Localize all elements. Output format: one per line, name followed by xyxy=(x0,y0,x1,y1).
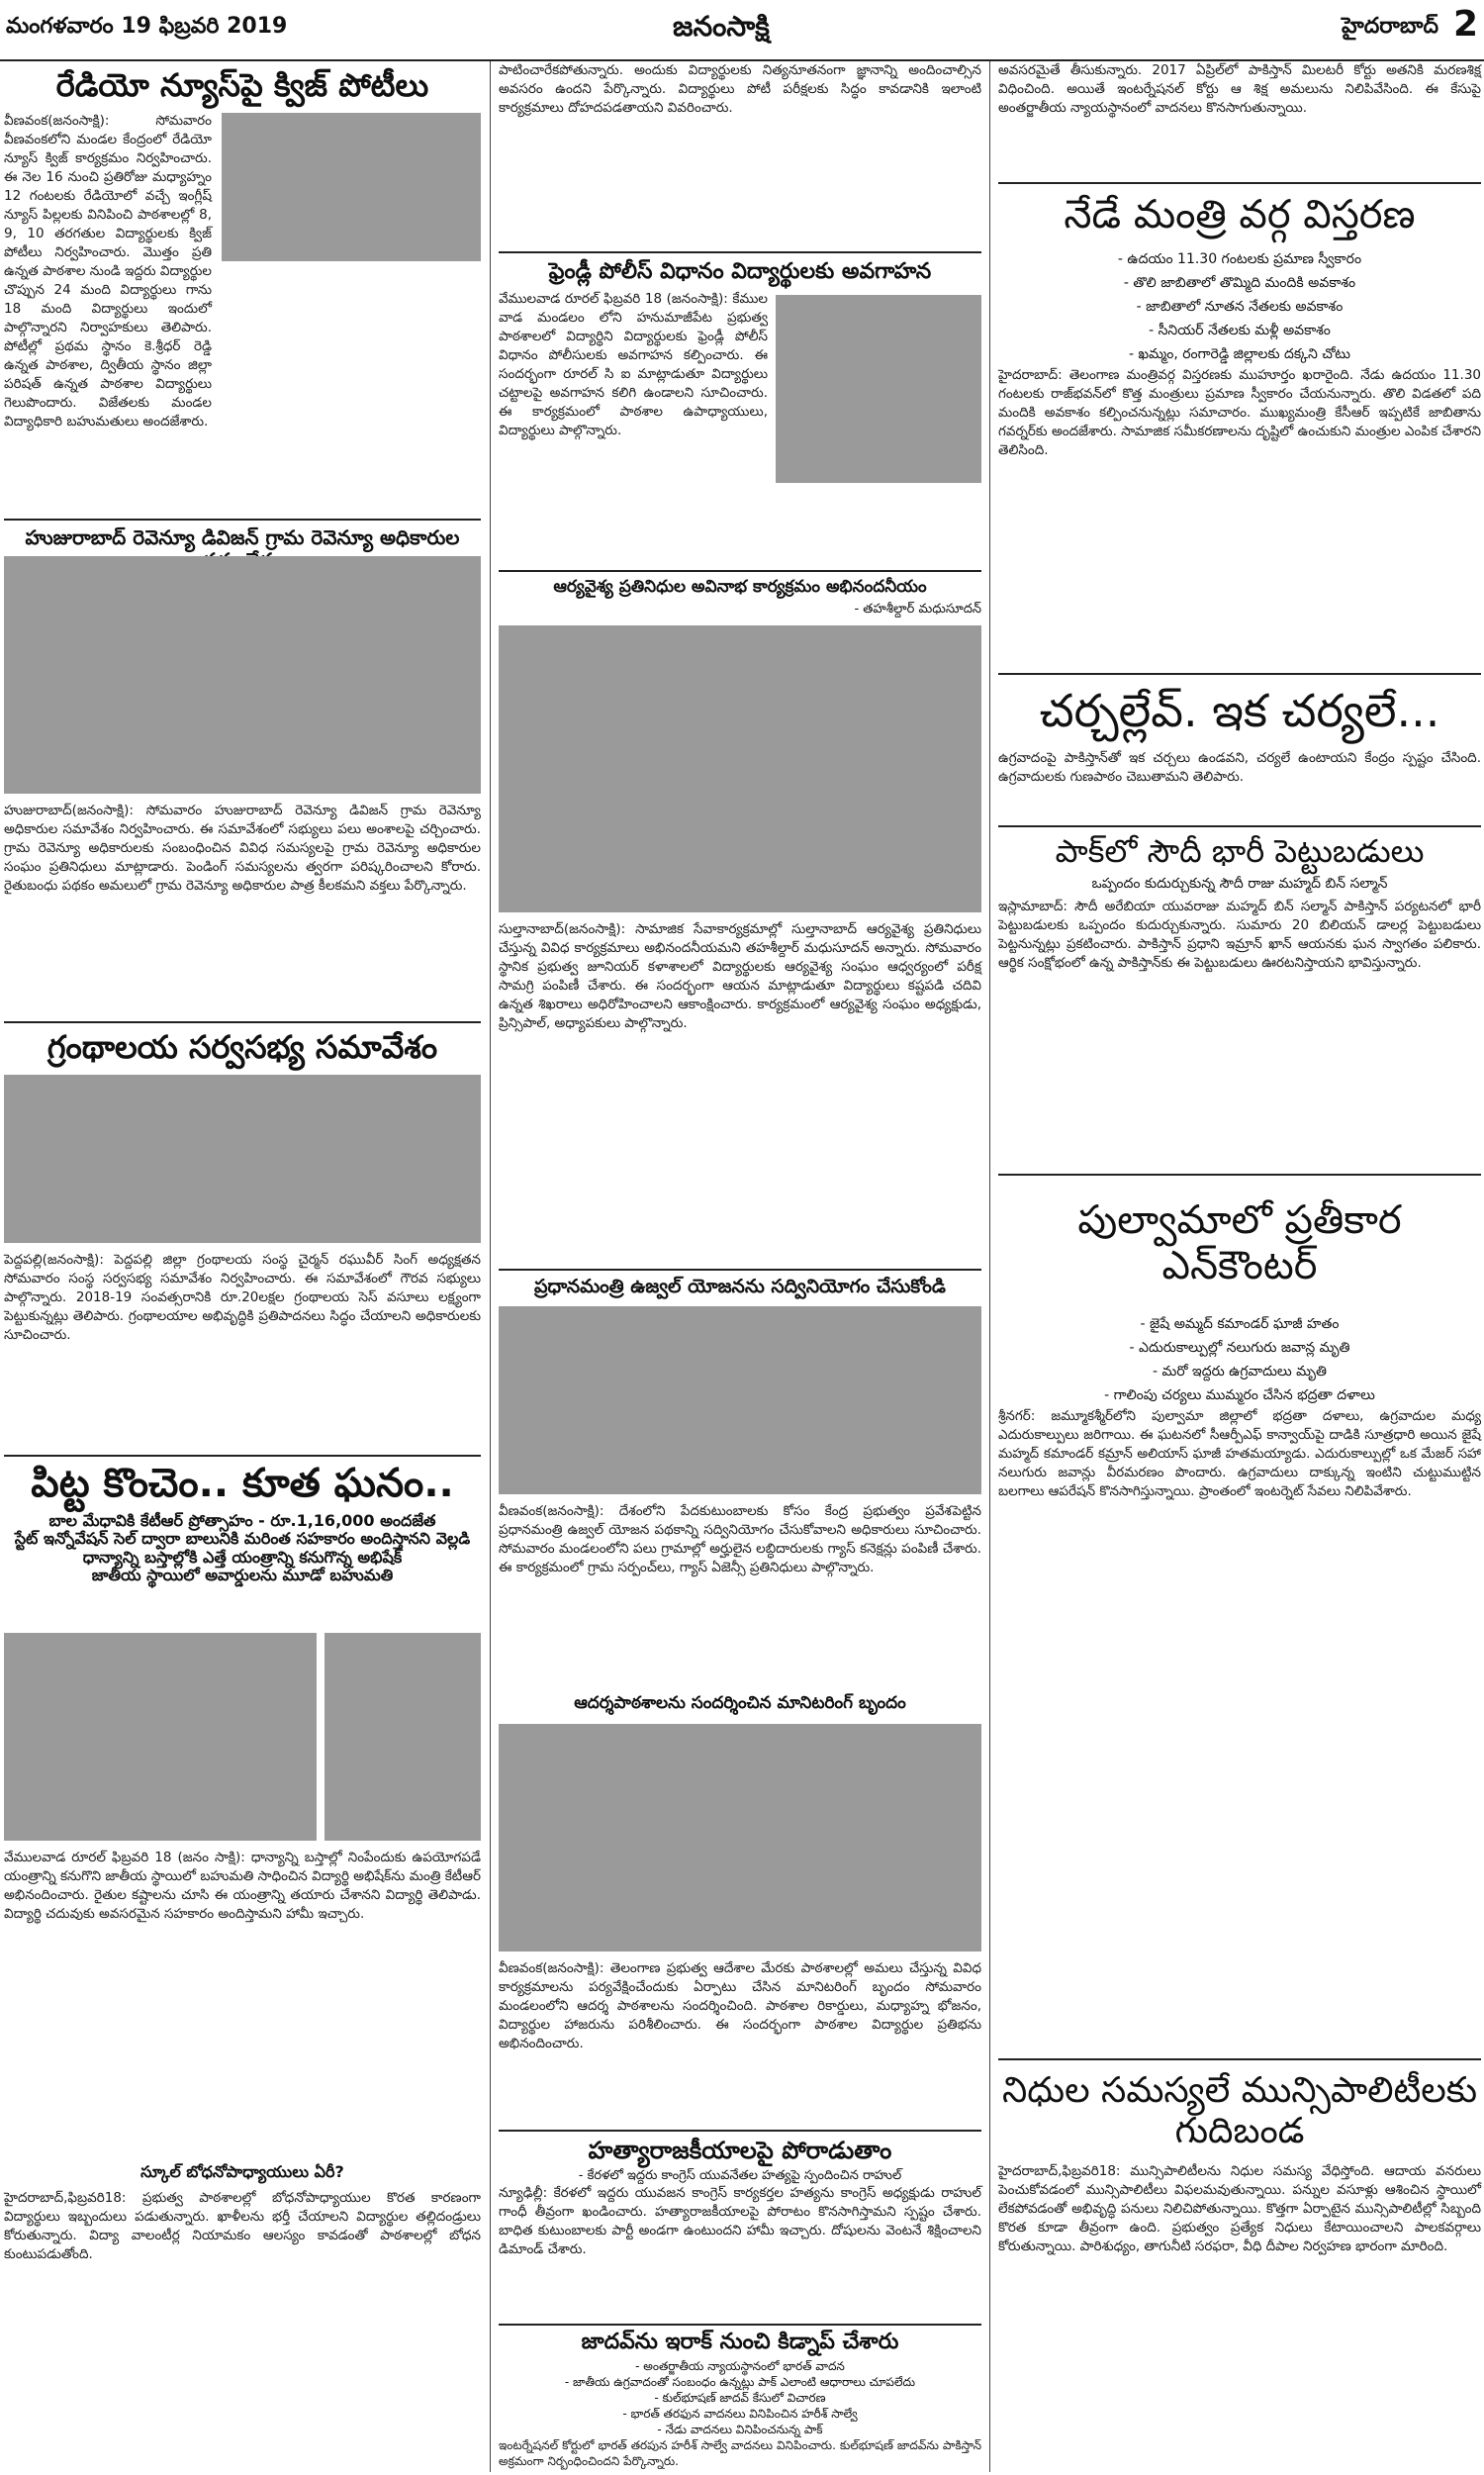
headline: హత్యారాజకీయాలపై పోరాడుతాం xyxy=(588,2137,892,2164)
headline: జాదవ్‌ను ఇరాక్ నుంచి కిడ్నాప్ చేశారు xyxy=(581,2330,899,2354)
column-divider xyxy=(989,61,990,2472)
article-body: హుజురాబాద్(జనంసాక్షి): సోమవారం హుజురాబాద్ రెవెన్యూ డివిజన్ గ్రామ రెవెన్యూ అధికారుల సమావేశం నిర్వహించారు. ఈ సమావేశంలో సభ్యులు పలు అంశాలపై చర్చించారు. గ్రామ రెవెన్యూ అధికారులకు సంబంధించిన వివిధ సమస్యలపై గ్రామ రెవెన్యూ అధికారుల సంఘం ప్రతినిధులు మాట్లాడారు. పెండింగ్ సమస్యలను త్వరగా పరిష్కరించాలని కోరారు. రైతుబంధు పథకం అమలులో గ్రామ రెవెన్యూ అధికారుల పాత్ర కీలకమని వక్తలు పేర్కొన్నారు. xyxy=(4,803,481,894)
headline: రేడియో న్యూస్‌పై క్విజ్ పోటీలు xyxy=(55,66,429,104)
deck: ఒప్పందం కుదుర్చుకున్న సౌదీ రాజు మహ్మద్ బిన్ సల్మాన్ xyxy=(1091,875,1388,892)
article-body: వీణవంక(జనంసాక్షి): తెలంగాణ ప్రభుత్వ ఆదేశాల మేరకు పాఠశాలల్లో అమలు చేస్తున్న వివిధ కార్యక్రమాలను పర్యవేక్షించేందుకు ఏర్పాటు చేసిన మానిటరింగ్ బృందం సోమవారం మండలంలోని ఆదర్శ పాఠశాలను సందర్శించింది. పాఠశాల రికార్డులు, మధ్యాహ్న భోజనం, విద్యార్థుల హాజరును పరిశీలించారు. ఈ సందర్భంగా పాఠశాల విద్యార్థుల ప్రతిభను అభినందించారు. xyxy=(499,1960,981,2051)
column-1 xyxy=(0,61,485,2472)
headline: నిధుల సమస్యలే మున్సిపాలిటీలకు గుదిబండ xyxy=(1001,2070,1478,2152)
divider xyxy=(998,1174,1481,1176)
divider xyxy=(499,1269,981,1271)
article-library-meeting xyxy=(4,1025,481,1451)
paper-logo: జనంసాక్షి xyxy=(673,10,770,43)
bullet-item: - నేడు వాదనలు వినిపించనున్న పాక్ xyxy=(657,2423,823,2437)
bullet-list xyxy=(998,247,1481,366)
bullet-item: - తొలి జాబితాలో తొమ్మిది మందికి అవకాశం xyxy=(1123,275,1356,291)
headline: పిట్ట కొంచెం.. కూత ఘనం.. xyxy=(31,1461,454,1506)
bullet-item: - ఎదురుకాల్పుల్లో నలుగురు జవాన్ల మృతి xyxy=(1129,1340,1350,1356)
headline: ఆదర్శపాఠశాలను సందర్శించిన మానిటరింగ్ బృందం xyxy=(574,1693,906,1713)
divider xyxy=(499,2130,981,2132)
subhead: స్టేట్ ఇన్నోవేషన్ సెల్ ద్వారా బాలునికి మరింత సహకారం అందిస్తానని వెల్లడి xyxy=(14,1529,471,1549)
deck: - కేరళలో ఇద్దరు కాంగ్రెస్ యువనేతల హత్యపై స్పందించిన రాహుల్ xyxy=(578,2167,902,2183)
headline: గ్రంథాలయ సర్వసభ్య సమావేశం xyxy=(46,1028,438,1066)
divider xyxy=(4,519,481,521)
article-body: పాటించారేకపోతున్నారు. అందుకు విద్యార్థులకు నిత్యనూతనంగా జ్ఞానాన్ని అందించాల్సిన అవసరం ఉందని పేర్కొన్నారు. విద్యార్థులు పోటీ పరీక్షలకు సిద్ధం కావడానికి ఇలాంటి కార్యక్రమాలు దోహదపడతాయని వివరించారు. xyxy=(499,62,981,116)
article-body: వీణవంక(జనంసాక్షి): దేశంలోని పేదకుటుంబాలకు కోసం కేంద్ర ప్రభుత్వం ప్రవేశపెట్టిన ప్రధానమంత్రి ఉజ్వల్ యోజన పథకాన్ని సద్వినియోగం చేసుకోవాలని అధికారులు సూచించారు. సోమవారం మండలంలోని పలు గ్రామాల్లో అర్హులైన లబ్ధిదారులకు గ్యాస్ కనెక్షన్లు పంపిణీ చేశారు. ఈ కార్యక్రమంలో గ్రామ సర్పంచ్‌లు, గ్యాస్ ఏజెన్సీ ప్రతినిధులు పాల్గొన్నారు. xyxy=(499,1503,981,1575)
article-radio-quiz xyxy=(4,61,481,517)
article-pulwama-encounter xyxy=(998,1178,1481,2056)
photo-minister-with-student xyxy=(4,1633,317,1841)
photo-arya-vysya-event xyxy=(499,625,981,912)
bullet-item: - ఖమ్మం, రంగారెడ్డి జిల్లాలకు దక్కని చోటు xyxy=(1129,346,1350,362)
divider xyxy=(499,570,981,572)
column-2 xyxy=(495,61,984,2472)
subhead: బాల మేధావికి కేటీఆర్ ప్రోత్సాహం - రూ.1,16,000 అందజేత xyxy=(48,1511,436,1530)
article-ujjwala xyxy=(499,1273,981,1688)
photo-grain-machine xyxy=(325,1633,481,1841)
article-political-murders xyxy=(499,2134,981,2322)
bullet-item: - గాలింపు చర్యలు ముమ్మరం చేసిన భద్రతా దళాలు xyxy=(1104,1387,1375,1403)
byline: - తహశీల్దార్ మధుసూదన్ xyxy=(854,601,981,617)
subhead: జాతీయ స్థాయిలో అవార్డులను మూడో బహుమతి xyxy=(91,1566,394,1585)
bullet-item: - కుల్‌భూషణ్ జాదవ్ కేసులో విచారణ xyxy=(654,2391,826,2406)
article-body: హైదరాబాద్,ఫిబ్రవరి18: ప్రభుత్వ పాఠశాలల్లో బోధనోపాధ్యాయుల కొరత కారణంగా విద్యార్థులు ఇబ్బందులు పడుతున్నారు. ఖాళీలను భర్తీ చేయాలని విద్యార్థుల తల్లిదండ్రులు కోరుతున్నారు. విద్యా వాలంటీర్ల నియామకం ఆలస్యం కావడంతో పాఠశాలల్లో బోధన కుంటుపడుతోంది. xyxy=(4,2190,481,2262)
article-arya-vysya xyxy=(499,574,981,1267)
bullet-list xyxy=(499,2358,981,2437)
bullet-item: - జాతీయ ఉగ్రవాదంతో సంబంధం ఉన్నట్లు పాక్ ఎలాంటి ఆధారాలు చూపలేదు xyxy=(564,2375,916,2390)
article-body: వీణవంక(జనంసాక్షి): సోమవారం వీణవంకలోని మండల కేంద్రంలో రేడియో న్యూస్ క్విజ్ కార్యక్రమం నిర్వహించారు. ఈ నెల 16 నుంచి ప్రతిరోజు మధ్యాహ్నం 12 గంటలకు రేడియోలో వచ్చే ఇంగ్లీష్ న్యూస్ పిల్లలకు వినిపించి పాఠశాలల్లో 8, 9, 10 తరగతుల విద్యార్థులకు క్విజ్ పోటీలు నిర్వహించారు. మొత్తం ప్రతి ఉన్నత పాఠశాల నుండి ఇద్దరు విద్యార్థుల చొప్పున 24 మంది విద్యార్థులు గాను 18 మంది విద్యార్థులు ఇందులో పాల్గొన్నారని నిర్వాహకులు తెలిపారు. పోటీల్లో ప్రథమ స్థానం కె.శ్రీధర్ రెడ్డి ఉన్నత పాఠశాల, ద్వితీయ స్థానం జిల్లా పరిషత్ ఉన్నత పాఠశాల విద్యార్థులు గెలుపొందారు. విజేతలకు మండల విద్యాధికారి బహుమతులు అందజేశారు. xyxy=(4,112,212,429)
article-continuation xyxy=(499,61,981,249)
photo-library-meeting xyxy=(4,1075,481,1243)
photo-revenue-meeting xyxy=(4,556,481,794)
headline: పుల్వామాలో ప్రతీకార ఎన్‌కౌంటర్ xyxy=(1077,1197,1402,1288)
bullet-item: - జాబితాలో నూతన నేతలకు అవకాశం xyxy=(1136,299,1344,315)
edition-city: హైదరాబాద్ xyxy=(1342,14,1438,39)
article-saudi-investment xyxy=(998,829,1481,1172)
bullet-item: - జైషే అమ్మద్ కమాండర్ ఘాజీ హతం xyxy=(1140,1316,1340,1332)
divider xyxy=(499,251,981,253)
photo-police-school xyxy=(776,295,981,483)
article-body: ఇంటర్నేషనల్ కోర్టులో భారత్ తరపున హరీశ్ సాల్వే వాదనలు వినిపించారు. కుల్‌భూషణ్ జాదవ్‌ను పాకిస్తాన్ అక్రమంగా నిర్బంధించిందని పేర్కొన్నారు. xyxy=(499,2438,981,2469)
article-revenue-meeting xyxy=(4,523,481,1017)
bullet-list xyxy=(998,1312,1481,1407)
divider xyxy=(998,182,1481,184)
bullet-item: - అంతర్జాతీయ న్యాయస్థానంలో భారత్ వాదన xyxy=(635,2359,845,2374)
article-body: వేములవాడ రూరల్ ఫిబ్రవరి 18 (జనంసాక్షి): కేముల వాడ మండలం లోని హనుమాజీపేట ప్రభుత్వ పాఠశాలలో విద్యార్థిని విద్యార్థులకు ఫ్రెండ్లీ పోలీస్ విధానం పోలీసులకు అవగాహన కల్పించారు. ఈ సందర్భంగా రూరల్ సి ఐ మాట్లాడుతూ విద్యార్థులు చట్టాలపై అవగాహన కలిగి ఉండాలని సూచించారు. ఈ కార్యక్రమంలో పాఠశాల ఉపాధ్యాయులు, విద్యార్థులు పాల్గొన్నారు. xyxy=(499,291,768,439)
bullet-item: - సీనియర్ నేతలకు మళ్లీ అవకాశం xyxy=(1149,323,1331,338)
headline: ప్రధానమంత్రి ఉజ్వల్ యోజనను సద్వినియోగం చేసుకోండి xyxy=(534,1276,946,1297)
article-body: సుల్తానాబాద్(జనంసాక్షి): సామాజిక సేవాకార్యక్రమాల్లో సుల్తానాబాద్ ఆర్యవైశ్య ప్రతినిధులు చేస్తున్న వివిధ కార్యక్రమాలు అభినందనీయమని తహశీల్దార్ మధుసూదన్ అన్నారు. సోమవారం స్థానిక ప్రభుత్వ జూనియర్ కళాశాలలో విద్యార్థులకు ఆర్యవైశ్య సంఘం ఆధ్వర్యంలో పరీక్ష సామగ్రి పంపిణీ చేశారు. ఈ సందర్భంగా ఆయన మాట్లాడుతూ విద్యార్థులు కష్టపడి చదివి ఉన్నత శిఖరాలు అధిరోహించాలని ఆకాంక్షించారు. కార్యక్రమంలో ఆర్యవైశ్య సంఘం అధ్యక్షుడు, ప్రిన్సిపాల్, అధ్యాపకులు పాల్గొన్నారు. xyxy=(499,921,981,1031)
article-friendly-police xyxy=(499,255,981,568)
divider xyxy=(998,825,1481,827)
article-child-innovator xyxy=(4,1459,481,2468)
divider xyxy=(998,2058,1481,2060)
headline: నేడే మంత్రి వర్గ విస్తరణ xyxy=(1064,192,1416,238)
bullet-item: - ఉదయం 11.30 గంటలకు ప్రమాణ స్వీకారం xyxy=(1117,251,1362,267)
article-cabinet-expansion xyxy=(998,186,1481,671)
headline: ఆర్యవైశ్య ప్రతినిధుల అవినాభ కార్యక్రమం అభినందనీయం xyxy=(553,577,927,597)
article-municipal-funds xyxy=(998,2062,1481,2472)
divider xyxy=(998,673,1481,675)
article-body: హైదరాబాద్,ఫిబ్రవరి18: మున్సిపాలిటీలను నిధుల సమస్య వేధిస్తోంది. ఆదాయ వనరులు పెంచుకోవడంలో మున్సిపాలిటీలు విఫలమవుతున్నాయి. పన్నుల వసూళ్లు ఆశించిన స్థాయిలో లేకపోవడంతో అభివృద్ధి పనులు నిలిచిపోతున్నాయి. కొత్తగా ఏర్పాటైన మున్సిపాలిటీల్లో సిబ్బంది కొరత కూడా తీవ్రంగా ఉంది. ప్రభుత్వం ప్రత్యేక నిధులు కేటాయించాలని పాలకవర్గాలు కోరుతున్నాయి. పారిశుధ్యం, తాగునీటి సరఫరా, వీధి దీపాల నిర్వహణ భారంగా మారింది. xyxy=(998,2162,1481,2254)
photo-monitoring-team xyxy=(499,1724,981,1951)
divider xyxy=(4,1455,481,1457)
article-body: పెద్దపల్లి(జనంసాక్షి): పెద్దపల్లి జిల్లా గ్రంథాలయ సంస్థ చైర్మన్ రఘువీర్ సింగ్ అధ్యక్షతన సోమవారం సంస్థ సర్వసభ్య సమావేశం నిర్వహించారు. ఈ సమావేశంలో గౌరవ సభ్యులు పాల్గొన్నారు. 2018-19 సంవత్సరానికి రూ.20లక్షల గ్రంథాలయ సెస్ వసూలు లక్ష్యంగా పెట్టుకున్నట్లు తెలిపారు. గ్రంథాలయాల అభివృద్ధికి ప్రతిపాదనలు సిద్ధం చేయాలని అధికారులకు సూచించారు. xyxy=(4,1252,481,1343)
photo-ujjwala-event xyxy=(499,1306,981,1494)
photo-quiz-classroom xyxy=(222,113,481,261)
article-body: ఇస్లామాబాద్: సౌదీ అరేబియా యువరాజు మహ్మద్ బిన్ సల్మాన్ పాకిస్తాన్ పర్యటనలో భారీ పెట్టుబడులకు ఒప్పందం కుదుర్చుకున్నారు. సుమారు 20 బిలియన్ డాలర్ల పెట్టుబడులు పెట్టనున్నట్లు ప్రకటించారు. పాకిస్తాన్ ప్రధాని ఇమ్రాన్ ఖాన్ ఆయనకు ఘన స్వాగతం పలికారు. ఆర్థిక సంక్షోభంలో ఉన్న పాకిస్తాన్‌కు ఈ పెట్టుబడులు ఊరటనిస్తాయని భావిస్తున్నారు. xyxy=(998,898,1481,971)
headline: ఫ్రెండ్లీ పోలీస్ విధానం విద్యార్థులకు అవగాహన xyxy=(548,259,932,284)
article-body: హైదరాబాద్: తెలంగాణ మంత్రివర్గ విస్తరణకు ముహూర్తం ఖరారైంది. నేడు ఉదయం 11.30 గంటలకు రాజ్‌భవన్‌లో కొత్త మంత్రులు ప్రమాణ స్వీకారం చేయనున్నారు. తొలి విడతలో పది మందికి అవకాశం కల్పించనున్నట్లు సమాచారం. ముఖ్యమంత్రి కేసీఆర్ ఇప్పటికే జాబితాను గవర్నర్‌కు అందజేశారు. సామాజిక సమీకరణాలను దృష్టిలో ఉంచుకుని మంత్రుల ఎంపిక చేశారని తెలిసింది. xyxy=(998,367,1481,458)
headline: హుజురాబాద్ రెవెన్యూ డివిజన్ గ్రామ రెవెన్యూ అధికారుల xyxy=(25,525,460,549)
divider xyxy=(4,1021,481,1023)
article-body: అవసరమైతే తీసుకున్నారు. 2017 ఏప్రిల్‌లో పాకిస్తాన్ మిలటరీ కోర్టు అతనికి మరణశిక్ష విధించింది. అయితే ఇంటర్నేషనల్ కోర్టు ఆ శిక్ష అమలును నిలిపివేసింది. ఈ కేసుపై అంతర్జాతీయ న్యాయస్థానంలో వాదనలు కొనసాగుతున్నాయి. xyxy=(998,62,1481,116)
article-no-talks xyxy=(998,677,1481,823)
bullet-item: - మరో ఇద్దరు ఉగ్రవాదులు మృతి xyxy=(1153,1364,1327,1380)
masthead xyxy=(0,0,1484,61)
article-monitoring-team xyxy=(499,1692,981,2128)
article-continuation xyxy=(998,61,1481,180)
headline: చర్చల్లేవ్. ఇక చర్యలే... xyxy=(1039,684,1440,737)
subhead: ధాన్యాన్ని బస్తాల్లోకి ఎత్తే యంత్రాన్ని కనుగొన్న అభిషేక్ xyxy=(82,1547,403,1567)
article-jadhav xyxy=(499,2328,981,2472)
article-body: వేములవాడ రూరల్ ఫిబ్రవరి 18 (జనం సాక్షి): ధాన్యాన్ని బస్తాల్లో నింపేందుకు ఉపయోగపడే యంత్రాన్ని కనుగొని జాతీయ స్థాయిలో బహుమతి సాధించిన విద్యార్థి అభిషేక్‌ను మంత్రి కేటీఆర్ అభినందించారు. రైతుల కష్టాలను చూసి ఈ యంత్రాన్ని తయారు చేశానని విద్యార్థి తెలిపాడు. విద్యార్థి చదువుకు అవసరమైన సహకారం అందిస్తామని హామీ ఇచ్చారు. xyxy=(4,1850,481,1922)
subhead: స్కూల్ బోధనోపాధ్యాయులు ఏరీ? xyxy=(140,2162,344,2181)
article-body: శ్రీనగర్: జమ్మూకశ్మీర్‌లోని పుల్వామా జిల్లాలో భద్రతా దళాలు, ఉగ్రవాదుల మధ్య ఎదురుకాల్పులు జరిగాయి. ఈ ఘటనలో సీఆర్పీఎఫ్ కాన్వాయ్‌పై దాడికి సూత్రధారి అయిన జైషే మహ్మద్ కమాండర్ కమ్రాన్ అలియాస్ ఘాజీ హతమయ్యాడు. ఎదురుకాల్పుల్లో ఒక మేజర్ సహా నలుగురు జవాన్లు వీరమరణం పొందారు. ఉగ్రవాదులు దాక్కున్న ఇంటిని చుట్టుముట్టిన బలగాలు ఆపరేషన్ కొనసాగిస్తున్నాయి. ప్రాంతంలో ఇంటర్నెట్ సేవలు నిలిపివేశారు. xyxy=(998,1408,1481,1499)
headline: పాక్‌లో సౌదీ భారీ పెట్టుబడులు xyxy=(1055,832,1425,870)
issue-date: మంగళవారం 19 ఫిబ్రవరి 2019 xyxy=(6,14,288,39)
article-body: న్యూఢిల్లీ: కేరళలో ఇద్దరు యువజన కాంగ్రెస్ కార్యకర్తల హత్యను కాంగ్రెస్ అధ్యక్షుడు రాహుల్ గాంధీ తీవ్రంగా ఖండించారు. హత్యారాజకీయాలపై పోరాటం కొనసాగిస్తామని స్పష్టం చేశారు. బాధిత కుటుంబాలకు పార్టీ అండగా ఉంటుందని హామీ ఇచ్చారు. దోషులను వెంటనే శిక్షించాలని డిమాండ్ చేశారు. xyxy=(499,2184,981,2257)
article-body: ఉగ్రవాదంపై పాకిస్తాన్‌తో ఇక చర్చలు ఉండవని, చర్యలే ఉంటాయని కేంద్రం స్పష్టం చేసింది. ఉగ్రవాదులకు గుణపాఠం చెబుతామని తెలిపారు. xyxy=(998,749,1481,785)
page-number: 2 xyxy=(1452,4,1478,45)
column-divider xyxy=(490,61,491,2472)
divider xyxy=(499,2324,981,2326)
bullet-item: - భారత్ తరఫున వాదనలు వినిపించిన హరీశ్ సాల్వే xyxy=(622,2407,858,2422)
column-3 xyxy=(994,61,1484,2472)
